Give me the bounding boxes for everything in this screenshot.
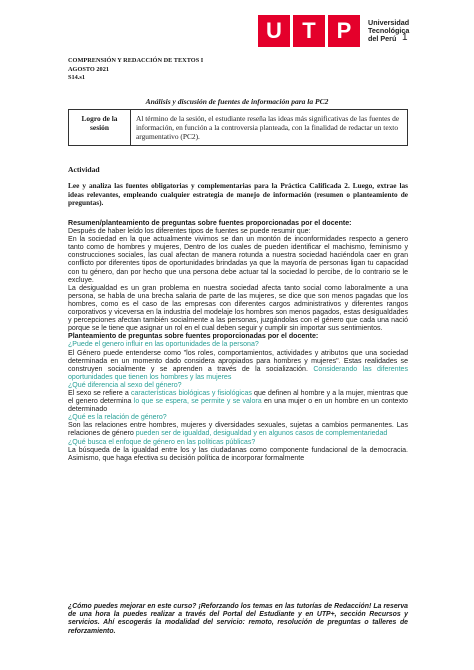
logro-label: Logro de la sesión [69, 110, 131, 146]
answer-2: El sexo se refiere a características biológicas y fisiológicas que definen al hombre y a la mujer, mientras que el genero determina lo que se espera, se permite y se valora en una mujer o en un hombre en un contexto determinado [68, 389, 408, 414]
logo-letter-t: T [293, 15, 325, 47]
logro-table [68, 109, 408, 146]
summary-heading: Resumen/planteamiento de preguntas sobre fuentes proporcionadas por el docente: [68, 220, 352, 227]
activity-heading: Actividad [68, 165, 100, 174]
question-3: ¿Qué es la relación de género? [68, 414, 167, 422]
content-section [68, 220, 408, 463]
page-number: 1 [402, 32, 408, 43]
document-title: Análisis y discusión de fuentes de información para la PC2 [145, 97, 329, 106]
course-name: COMPRENSIÓN Y REDACCIÓN DE TEXTOS I [68, 57, 204, 64]
logo-university-name: Universidad Tecnológica del Perú [368, 18, 410, 43]
logo-letter-u: U [258, 15, 290, 47]
summary-paragraph-2: La desigualdad es un gran problema en nuestra sociedad afecta tanto social como laboralmente a una persona, se habla de una brecha salaria de parte de las mujeres, se dice que son menos pagadas que los hombres, como es el caso de las empresas con diferentes cargos administrativos y diferentes rangos corporativos y viceversa en la industria del modelaje los hombres son menos pagados, estas desigualdades y percepciones afectan también socialmente a las personas, juzgándolas con el género que cada una nació porque se le tiene que asignar un rol en el cual deben seguir y cumplir sin importar sus sentimientos. [68, 284, 408, 333]
utp-logo [258, 14, 409, 48]
logo-letter-p: P [328, 15, 360, 47]
logro-text: Al término de la sesión, el estudiante reseña las ideas más significativas de las fuentes de información, en función a la controversia planteada, con la finalidad de redactar un texto argumentativo (PC2). [131, 110, 408, 146]
answer-1: El Género puede entenderse como "los roles, comportamientos, actividades y atributos que una sociedad determinada en un momento dado considera apropiados para hombres y mujeres". Estas realidades se construyen socialmente y se aprenden a través de la socialización. Considerando las diferentes oportunidades que tienen los hombres y las mujeres [68, 349, 408, 381]
answer-3: Son las relaciones entre hombres, mujeres y diversidades sexuales, sujetas a cambios permanentes. Las relaciones de género pueden ser de igualdad, desigualdad y en algunos casos de complementariedad [68, 422, 408, 438]
answer-1-highlight: Considerando las diferentes oportunidades que tienen los hombres y las mujeres [68, 365, 408, 381]
question-2: ¿Qué diferencia al sexo del género? [68, 381, 182, 389]
question-4: ¿Qué busca el enfoque de género en las políticas públicas? [68, 438, 256, 446]
course-date: AGOSTO 2021 [68, 65, 109, 73]
summary-paragraph-1: En la sociedad en la que actualmente vivimos se dan un montón de inconformidades respecto a genero tanto como de hombres y mujeres, Dentro de los cuales de pueden identificar el machismo, feminismo y construcciones sociales, las cual afectan de manera rotunda a nuestra sociedad haciéndola caer en gran conflicto por diferentes tipos de oportunidades brindadas ya que la mayoría de personas ligan tu capacidad con tu género, dan por hecho que una persona debe actuar tal la sociedad lo percibe, de lo contrario se le excluye. [68, 236, 408, 284]
questions-heading: Planteamiento de preguntas sobre fuentes proporcionadas por el docente: [68, 333, 319, 341]
question-1: ¿Puede el genero influir en las oportunidades de la persona? [68, 341, 259, 349]
summary-intro: Después de haber leído los diferentes tipos de fuentes se puede resumir que: [68, 228, 311, 236]
answer-4: La búsqueda de la igualdad entre los y las ciudadanas como componente fundacional de la democracia. Asimismo, que haga efectiva su decisión política de incorporar formalmente [68, 446, 408, 462]
tutoring-footer-note: ¿Cómo puedes mejorar en este curso? ¡Reforzando los temas en las tutorías de Redacción! La reserva de una hora la puedes realizar a través del Portal del Estudiante y en UTP+, sección Recursos y servicios. Ahí escogerás la modalidad del servicio: remoto, resolución de preguntas o talleres de reforzamiento. [68, 603, 408, 635]
activity-instructions: Lee y analiza las fuentes obligatorias y complementarias para la Práctica Calificada 2. Luego, extrae las ideas relevantes, empleando cualquier estrategia de manejo de información (resumen o planteamiento de preguntas). [68, 181, 408, 208]
course-session: S14.s1 [68, 74, 85, 82]
course-info [68, 57, 203, 83]
